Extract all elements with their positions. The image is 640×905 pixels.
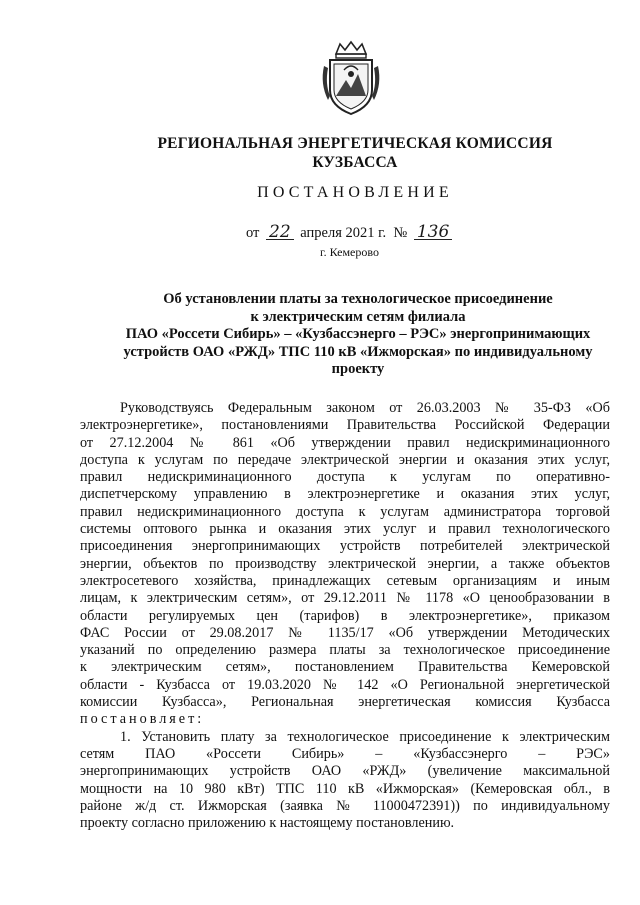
number-prefix: № (393, 225, 408, 241)
body-line: от 27.12.2004 № 861 «Об утверждении правил недискриминационного (80, 434, 610, 451)
item-1-line: энергопринимающих устройств ОАО «РЖД» (увеличение максимальной (80, 763, 610, 780)
body-line: Руководствуясь Федеральным законом от 26.03.2003 № 35-ФЗ «Об (120, 400, 610, 416)
body-line: электросетевого хозяйства, принадлежащих сетевым организациям и иным (80, 572, 610, 589)
resolution-body (80, 400, 610, 832)
body-line: области - Кузбасса от 19.03.2020 № 142 «О Региональной энергетической (80, 676, 610, 693)
item-1-line: районе ж/д ст. Ижморская (заявка № 11000472391)) по индивидуальному (80, 797, 610, 814)
body-line: доступа к услугам по передаче электрической энергии и оказания этих услуг, (80, 451, 610, 468)
subject-line: проекту (331, 361, 385, 377)
subject-line: Об установлении платы за технологическое присоединение (163, 291, 553, 307)
body-line: лицам, к электрическим сетям», от 29.12.2011 № 1178 «О ценообразовании в (80, 590, 610, 607)
item-1-line: мощности на 10 980 кВт) ТПС 110 кВ «Ижморская» (Кемеровская обл., в (80, 780, 610, 797)
date-prefix: от (246, 225, 260, 241)
handwritten-number: 136 (414, 225, 452, 240)
date-month-year: апреля 2021 г. (300, 225, 387, 241)
body-line: системы оптового рынка и оказания этих услуг и правил технологического (80, 521, 610, 538)
body-line: области регулируемых цен (тарифов) в электроэнергетике», приказом (80, 607, 610, 624)
body-line: указаний по определению размера платы за технологическое присоединение (80, 642, 610, 659)
resolution-subject (78, 291, 638, 379)
city-name: г. Кемерово (320, 245, 379, 259)
body-line: к электрическим сетям», постановлением Правительства Кемеровской (80, 659, 610, 676)
resolves-word: постановляет: (80, 711, 205, 728)
subject-line: устройств ОАО «РЖД» ТПС 110 кВ «Ижморская» по индивидуальному (123, 343, 593, 360)
organization-name (60, 134, 640, 172)
handwritten-day: 22 (266, 225, 294, 240)
body-line: диспетчерскому управлению в электроэнергетике и оказания этих услуг, (80, 486, 610, 503)
coat-of-arms-emblem (316, 40, 386, 118)
subject-line: ПАО «Россети Сибирь» – «Кузбассэнерго – РЭС» энергопринимающих (125, 326, 591, 342)
body-line: правил недискриминационного доступа к услугам по оперативно- (80, 469, 610, 486)
body-line: энергии, объектов по производству электрической энергии, а также объектов (80, 555, 610, 572)
body-line: электроэнергетике», постановлениями Правительства Российской Федерации (80, 417, 610, 434)
body-line: правил недискриминационного доступа к услугам администратора торговой (80, 503, 610, 520)
document-type: ПОСТАНОВЛЕНИЕ (257, 184, 453, 201)
body-line: присоединения энергопринимающих устройств потребителей электрической (80, 538, 610, 555)
date-number-line (246, 222, 455, 242)
body-line: ФАС России от 29.08.2017 № 1135/17 «Об утверждении Методических (80, 624, 610, 641)
item-1-line: 1. Установить плату за технологическое присоединение к электрическим (120, 728, 610, 745)
subject-line: к электрическим сетям филиала (250, 308, 466, 325)
org-line-2: КУЗБАССА (312, 154, 398, 171)
org-line-1: РЕГИОНАЛЬНАЯ ЭНЕРГЕТИЧЕСКАЯ КОМИССИЯ (157, 135, 553, 152)
body-line: комиссии Кузбасса», Региональная энергетическая комиссия Кузбасса (80, 694, 610, 711)
item-1-line: проекту согласно приложению к настоящему постановлению. (80, 815, 455, 832)
item-1-line: сетям ПАО «Россети Сибирь» – «Кузбассэнерго – РЭС» (80, 745, 610, 762)
